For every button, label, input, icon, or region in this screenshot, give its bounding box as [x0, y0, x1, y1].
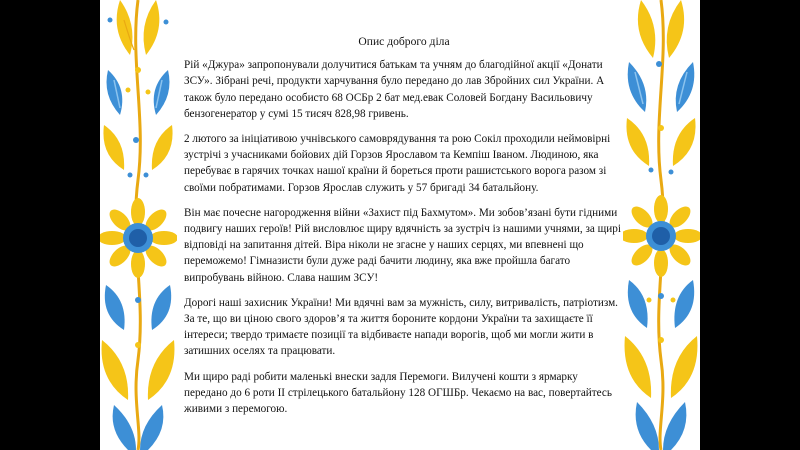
page-title: Опис доброго діла: [358, 35, 450, 48]
paragraph: 2 лютого за ініціативою учнівського самоврядування та рою Сокіл проходили неймовірні зустрічі з учасниками бойових дій Горзов Ярославом та Кемпіш Іваном. Людиною, яка перебуває в гарячих точках нашої країни й бореться проти рашистського ворога разом зі своїми побратимами. Горзов Ярослав служить у 57 бригаді 34 батальйону.: [184, 133, 611, 194]
folk-flower-ornament-icon: [100, 0, 177, 450]
paragraph: Ми щиро раді робити маленькі внески задля Перемоги. Вилучені кошти з ярмарку передано до 6 роти ІІ стрілецького батальйону 128 ОГШБр. Чекаємо на вас, повертайтесь живими з перемогою.: [184, 370, 612, 416]
text-content: [184, 34, 624, 426]
folk-flower-ornament-icon: [623, 0, 700, 450]
slide: [100, 0, 700, 450]
right-ornament-border: [623, 0, 700, 450]
paragraph: Він має почесне нагородження війни «Захист під Бахмутом». Ми зобов’язані бути гідними подвигу наших героїв! Рій висловлює щиру вдячність за зустріч із нашими учнями, за щирі відповіді на запитання дітей. Віра ніколи не згасне у наших серцях, ми впевнені що переможемо! Гімназисти були дуже раді бачити людину, яка вже пройшла багато випробувань війною. Слава нашим ЗСУ!: [184, 206, 621, 284]
paragraph: Дорогі наші захисник України! Ми вдячні вам за мужність, силу, витривалість, патріотизм. За те, що ви ціною свого здоров’я та життя бороните кордони України та захищаєте її інтереси; твердо тримаєте позиції та відбиваєте напади ворогів, щоб ми могли жити в затишних оселях та працювати.: [184, 296, 618, 358]
paragraph: Рій «Джура» запропонували долучитися батькам та учням до благодійної акції «Донати ЗСУ». Зібрані речі, продукти харчування було передано до лав Збройних сил України. А також було передано особисто 68 ОСБр 2 бат мед.евак Соловей Богдану Васильовичу бензогенератор у сумі 15 тисяч 828,98 гривень.: [184, 59, 605, 120]
left-ornament-border: [100, 0, 177, 450]
